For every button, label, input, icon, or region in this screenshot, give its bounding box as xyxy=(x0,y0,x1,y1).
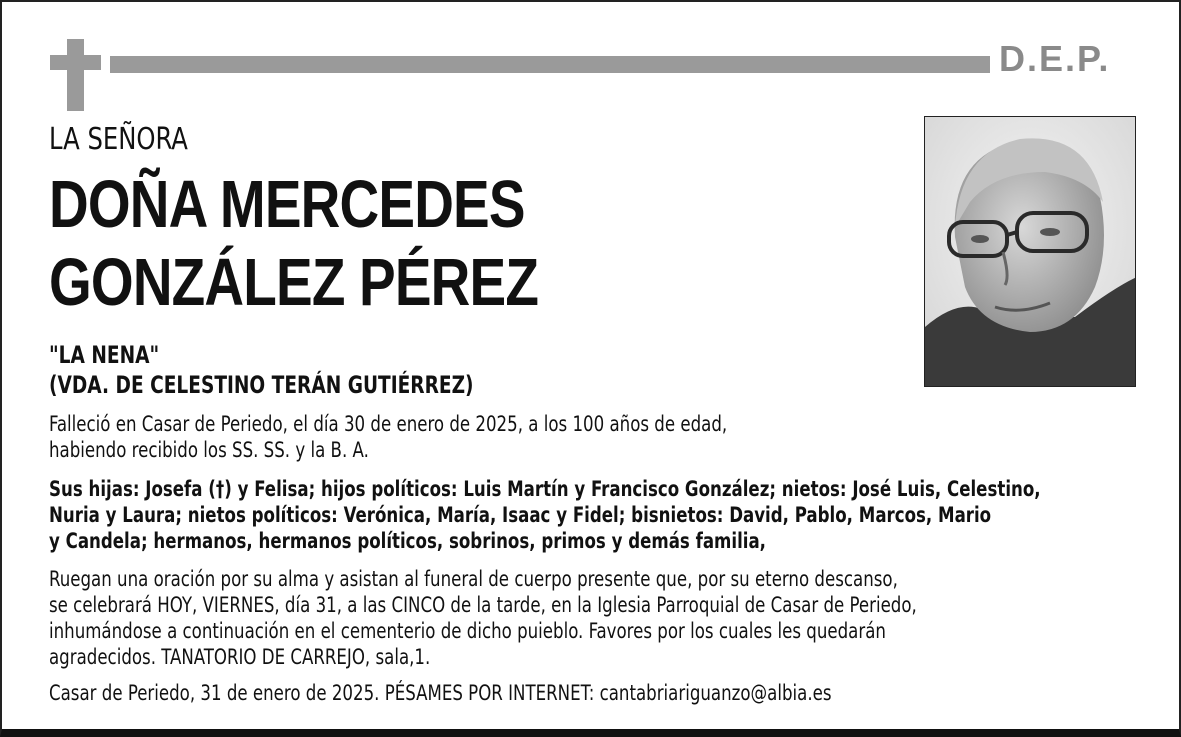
cross-icon-bar xyxy=(50,55,101,70)
footer-line: Casar de Periedo, 31 de enero de 2025. PÉSAMES POR INTERNET: cantabriariguanzo@albia.es xyxy=(49,681,832,705)
nickname-block xyxy=(49,340,474,400)
nickname-line: "LA NENA" xyxy=(49,341,160,369)
text-line: y Candela; hermanos, hermanos políticos, sobrinos, primos y demás familia, xyxy=(49,529,766,553)
widow-line: (VDA. DE CELESTINO TERÁN GUTIÉRREZ) xyxy=(49,371,474,399)
header-rule xyxy=(110,56,990,73)
text-line: Nuria y Laura; nietos políticos: Verónica, María, Isaac y Fidel; bisnietos: David, Pablo, Marcos, Mario xyxy=(49,503,992,527)
death-details xyxy=(49,411,727,463)
text-line: Sus hijas: Josefa (†) y Felisa; hijos políticos: Luis Martín y Francisco González; nietos: José Luis, Celestino, xyxy=(49,477,1041,501)
name-line: DOÑA MERCEDES xyxy=(49,167,525,242)
portrait-photo xyxy=(924,116,1136,387)
text-line: Falleció en Casar de Periedo, el día 30 de enero de 2025, a los 100 años de edad, xyxy=(49,412,728,436)
cross-icon xyxy=(67,39,84,111)
family-list xyxy=(49,476,1041,554)
name-line: GONZÁLEZ PÉREZ xyxy=(49,245,539,320)
funeral-details xyxy=(49,566,917,670)
portrait-image xyxy=(925,117,1136,387)
text-line: se celebrará HOY, VIERNES, día 31, a las CINCO de la tarde, en la Iglesia Parroquial de Casar de Periedo, xyxy=(49,593,917,617)
text-line: Ruegan una oración por su alma y asistan al funeral de cuerpo presente que, por su eterno descanso, xyxy=(49,567,898,591)
text-line: habiendo recibido los SS. SS. y la B. A. xyxy=(49,438,369,462)
text-line: agradecidos. TANATORIO DE CARREJO, sala,1. xyxy=(49,645,431,669)
text-line: inhumándose a continuación en el cementerio de dicho puieblo. Favores por los cuales les quedarán xyxy=(49,619,886,643)
deceased-name xyxy=(49,166,538,322)
dep-label: D.E.P. xyxy=(999,38,1111,79)
intro-title: LA SEÑORA xyxy=(49,122,188,157)
